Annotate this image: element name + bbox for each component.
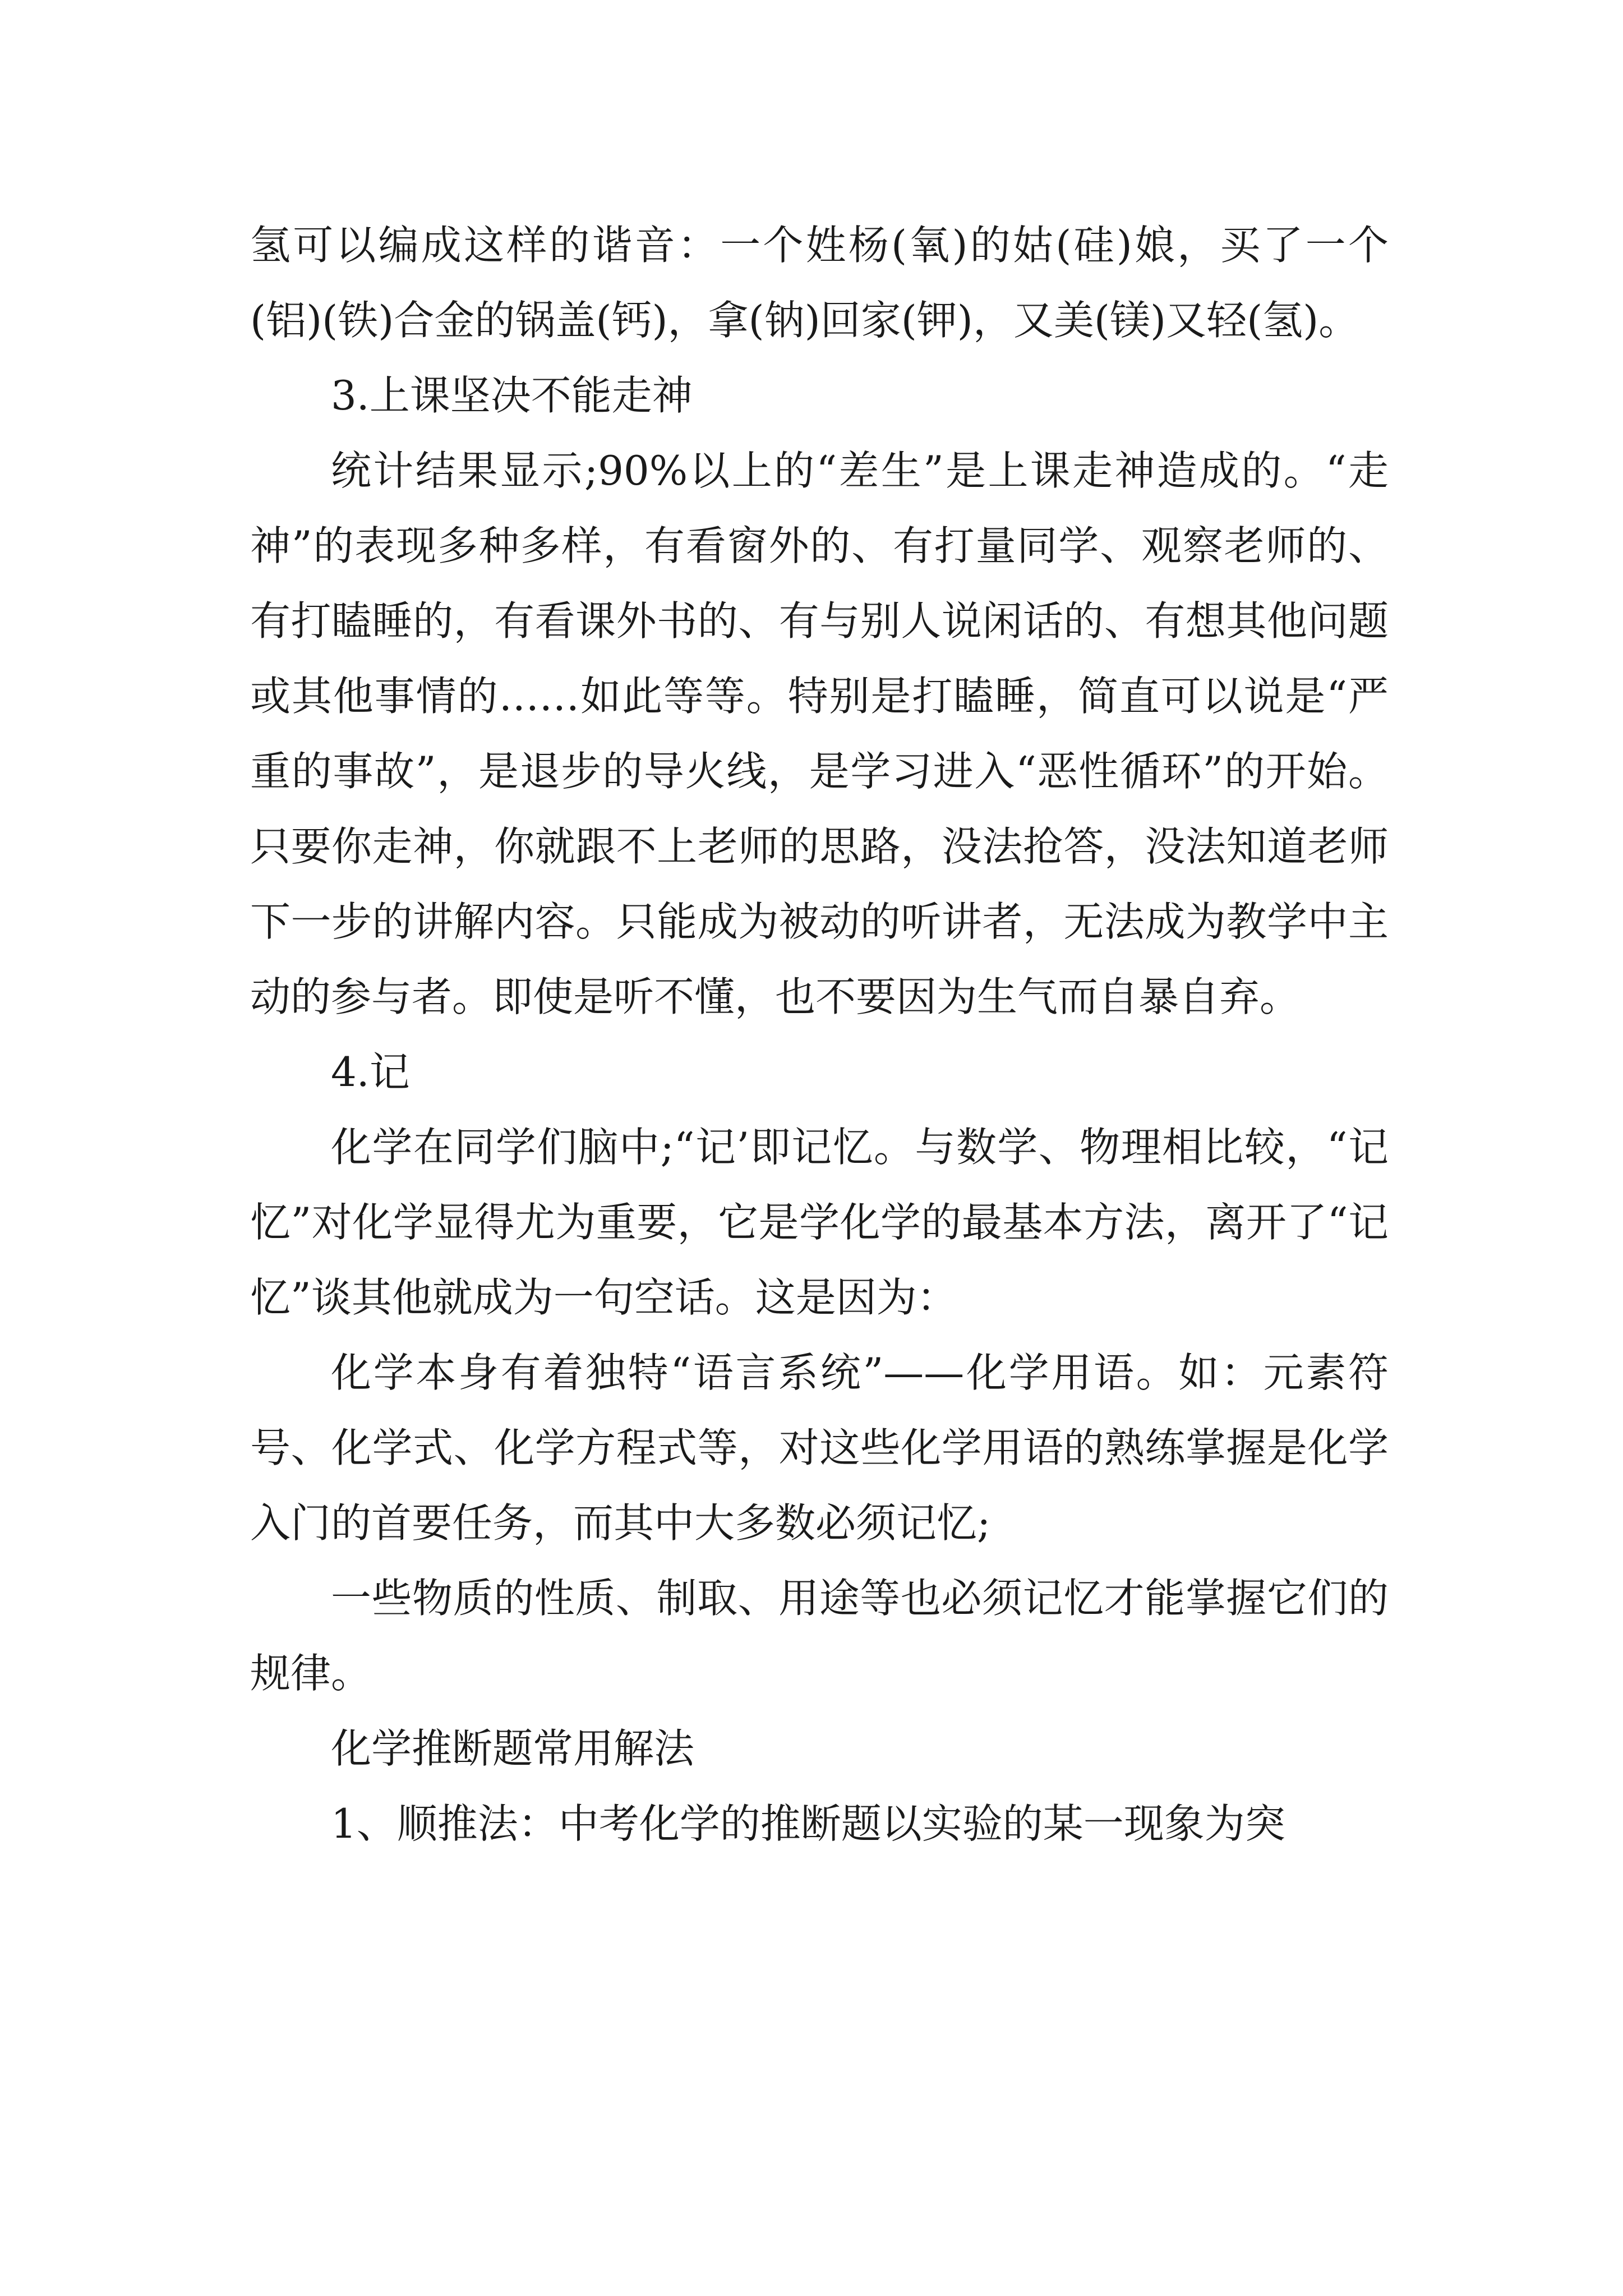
paragraph-focus-stats: 统计结果显示;90%以上的“差生”是上课走神造成的。“走神”的表现多种多样，有看窗外的、有打量同学、观察老师的、有打瞌睡的，有看课外书的、有与别人说闲话的、有想其他问题或其他事情的……如此等等。特别是打瞌睡，简直可以说是“严重的事故”，是退步的导火线，是学习进入“恶性循环”的开始。只要你走神，你就跟不上老师的思路，没法抢答，没法知道老师下一步的讲解内容。只能成为被动的听讲者，无法成为教学中主动的参与者。即使是听不懂，也不要因为生气而自暴自弃。 xyxy=(250,447,1389,1020)
paragraph-chem-language: 化学本身有着独特“语言系统”——化学用语。如：元素符号、化学式、化学方程式等，对这些化学用语的熟练掌握是化学入门的首要任务，而其中大多数必须记忆; xyxy=(250,1349,1389,1547)
section-heading-inference: 化学推断题常用解法 xyxy=(331,1725,695,1772)
paragraph-mnemonic: 氢可以编成这样的谐音：一个姓杨(氧)的姑(硅)娘，买了一个(铝)(铁)合金的锅盖(钙)，拿(钠)回家(钾)，又美(镁)又轻(氢)。 xyxy=(250,222,1389,344)
section-heading-4: 4.记 xyxy=(331,1048,410,1096)
document-body xyxy=(250,208,1389,1861)
paragraph-substance-props: 一些物质的性质、制取、用途等也必须记忆才能掌握它们的规律。 xyxy=(250,1575,1389,1697)
section-heading-3: 3.上课坚决不能走神 xyxy=(331,372,693,419)
paragraph-memory-intro: 化学在同学们脑中;“记’即记忆。与数学、物理相比较，“记忆”对化学显得尤为重要，它是学化学的最基本方法，离开了“记忆”谈其他就成为一句空话。这是因为： xyxy=(250,1124,1389,1321)
paragraph-method-1: 1、顺推法：中考化学的推断题以实验的某一现象为突 xyxy=(331,1800,1285,1847)
